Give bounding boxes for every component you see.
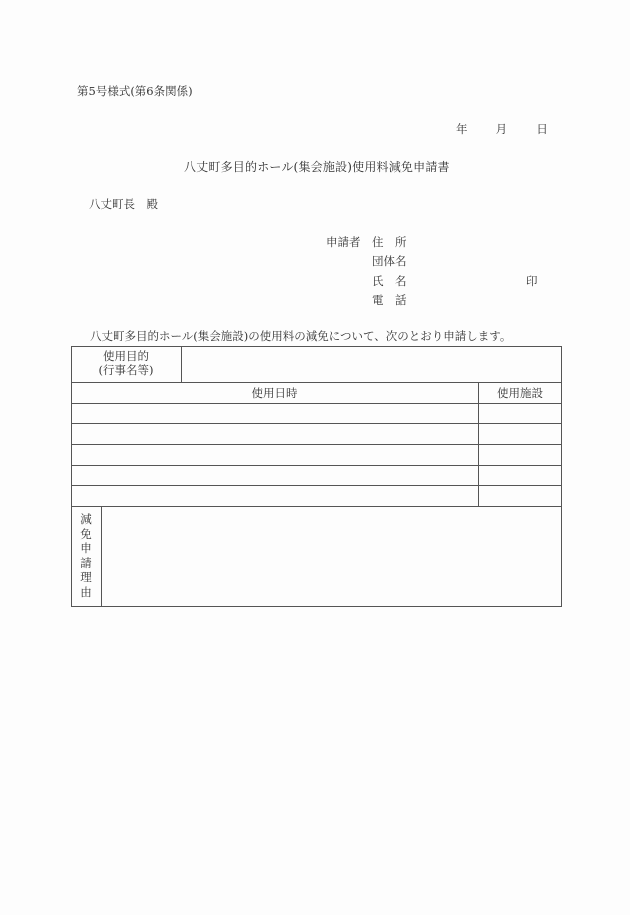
datetime-input[interactable] <box>72 445 478 465</box>
facility-input[interactable] <box>479 466 561 485</box>
date-line <box>456 122 548 136</box>
table-border-right <box>561 346 562 607</box>
datetime-input[interactable] <box>72 424 478 444</box>
intro-text: 八丈町多目的ホール(集会施設)の使用料の減免について、次のとおり申請します。 <box>90 329 512 343</box>
facility-input[interactable] <box>479 424 561 444</box>
addressee: 八丈町長 殿 <box>89 197 158 211</box>
reason-label-char: 理 <box>80 570 92 584</box>
facility-input[interactable] <box>479 404 561 423</box>
reason-label-char: 申 <box>80 541 92 555</box>
datetime-input[interactable] <box>72 486 478 506</box>
document-title: 八丈町多目的ホール(集会施設)使用料減免申請書 <box>184 160 450 174</box>
column-header-facility: 使用施設 <box>497 386 543 400</box>
datetime-input[interactable] <box>72 466 478 485</box>
reason-label-char: 減 <box>80 512 92 526</box>
purpose-label-line1: 使用目的 <box>103 349 149 363</box>
form-number: 第5号様式(第6条関係) <box>77 84 193 98</box>
column-header-datetime: 使用日時 <box>251 386 298 400</box>
table-line <box>71 382 562 383</box>
date-day-label: 日 <box>536 122 548 136</box>
facility-input[interactable] <box>479 486 561 506</box>
reason-label <box>71 512 101 599</box>
applicant-address-label: 住 所 <box>372 235 407 249</box>
reason-label-char: 免 <box>80 526 92 541</box>
applicant-phone-label: 電 話 <box>372 293 407 307</box>
table-border-bottom <box>71 606 562 607</box>
facility-input[interactable] <box>479 445 561 465</box>
purpose-label <box>71 349 181 377</box>
applicant-group-label: 団体名 <box>372 254 407 268</box>
date-month-label: 月 <box>495 122 508 136</box>
seal-mark: 印 <box>526 274 538 288</box>
reason-label-char: 由 <box>80 584 92 599</box>
reason-input[interactable] <box>102 507 561 606</box>
purpose-label-line2: (行事名等) <box>98 363 154 377</box>
applicant-label: 申請者 <box>326 235 361 249</box>
purpose-input[interactable] <box>182 347 561 382</box>
date-year-label: 年 <box>456 122 468 136</box>
reason-label-char: 請 <box>80 555 92 570</box>
datetime-input[interactable] <box>72 404 478 423</box>
applicant-name-label: 氏 名 <box>372 274 407 288</box>
